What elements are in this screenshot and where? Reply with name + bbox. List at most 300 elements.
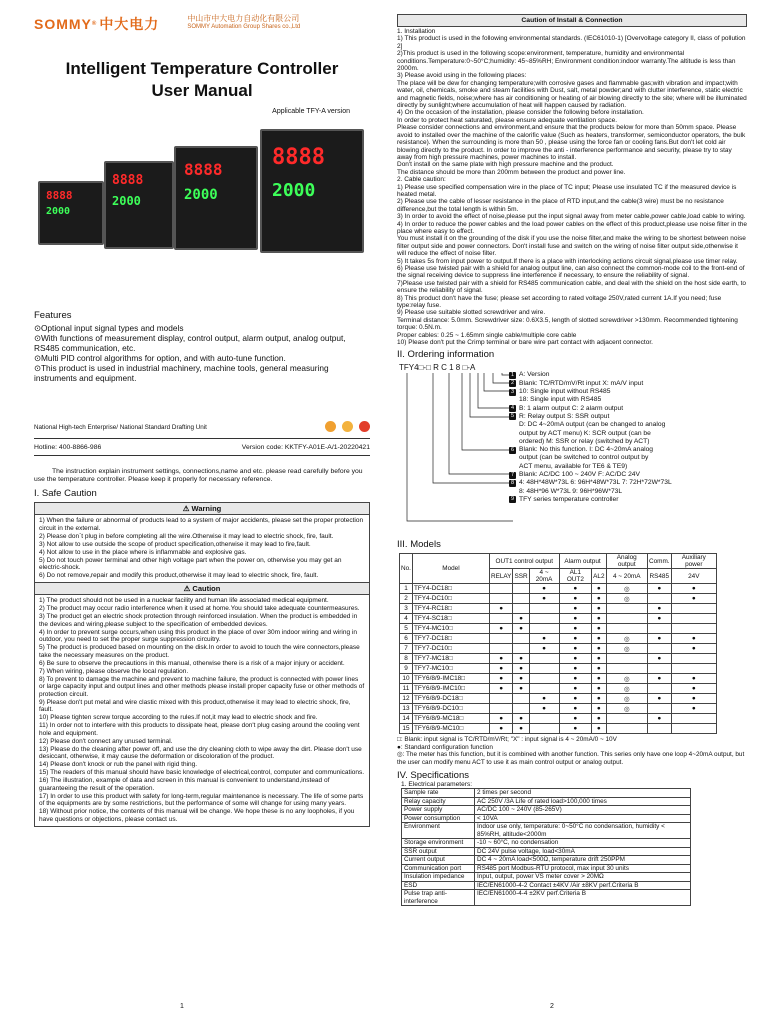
feature-cell: ● — [592, 684, 606, 694]
spec-key: Relay capacity — [402, 797, 475, 806]
intro-paragraph: The instruction explain instrument settings, connections,name and etc. please read carefully before you use the temperature controller. Please keep it properly for necessary reference. — [34, 468, 363, 483]
option-number: 8 — [510, 479, 515, 486]
table-row — [402, 890, 691, 906]
option-number: 7 — [510, 471, 515, 478]
feature-cell: ● — [529, 584, 559, 594]
feature-cell: ● — [592, 724, 606, 734]
feature-cell: ◎ — [606, 634, 647, 644]
sv-display: 2000 — [46, 206, 71, 217]
table-row — [402, 856, 691, 865]
option-number: 6 — [510, 446, 515, 453]
caution-item: 13) Please do the cleaning after power off, and use the dry cleaning cloth to wipe away the dirt. Please don't use desiccant, otherwise, it may cause the deformation or discoloration of the product. — [39, 745, 362, 760]
feature-cell — [529, 604, 559, 614]
feature-cell: ● — [559, 594, 592, 604]
feature-item: ⊙Multi PID control algorithms for option, and with auto-tune function. — [34, 353, 286, 363]
install-paragraph: 7)Please use twisted pair with a shield for RS485 communication cable, and deal with the shield on the host side earth, to ensure the reliability of signal. — [397, 279, 747, 295]
warning-list — [35, 515, 369, 582]
feature-cell: ● — [559, 694, 592, 704]
feature-cell — [671, 664, 716, 674]
option-text: D: DC 4~20mA output (can be changed to analog — [519, 421, 666, 429]
model-name: TFY6/8/9-DC10□ — [412, 704, 489, 714]
feature-cell: ● — [559, 684, 592, 694]
title-line-1: Intelligent Temperature Controller — [65, 59, 339, 78]
feature-cell: ◎ — [606, 584, 647, 594]
spec-key: Insulation impedance — [402, 873, 475, 882]
spec-key: Power consumption — [402, 814, 475, 823]
feature-cell: ● — [529, 694, 559, 704]
feature-cell — [671, 654, 716, 664]
model-name: TFY6/8/9-IMC10□ — [412, 684, 489, 694]
feature-cell — [606, 624, 647, 634]
install-paragraph: The place will be dew for changing temperature;with corrosive gases and flammable gas;with vibration and impact;with water, oil, chemicals, smoke and steam facilities with Dust, salt, metal powder;and with clutter interference, static electric and magnetic fields, noise;where has air conditioning or heating of air blowing directly to the site; where will be illuminated directly by sunlight;where accumulation of heat will happen caused by radiation. — [397, 79, 747, 110]
feature-cell — [529, 724, 559, 734]
feature-cell: ● — [559, 624, 592, 634]
feature-cell: ● — [647, 634, 671, 644]
install-paragraph: 4) In order to reduce the power cables and the load power cables on the effect of this product,please use noise filter in the place where easy to effect. — [397, 220, 748, 235]
model-note: ◎: The meter has this function, but it is combined with another function. This series only have one loop 4~20mA output, but the user can modify menu ACT to use it as main control output or analog output. — [397, 751, 745, 766]
models-body — [400, 584, 717, 734]
enterprise-row — [34, 421, 370, 439]
sv-display: 2000 — [272, 180, 316, 201]
spec-value: -10 ~ 60°C, no condensation — [475, 839, 691, 848]
option-number: 2 — [510, 380, 515, 387]
spec-key: Sample rate — [402, 789, 475, 798]
row-number: 14 — [400, 714, 413, 724]
spec-key: Power supply — [402, 806, 475, 815]
feature-cell — [513, 594, 529, 604]
cert-marks — [319, 421, 370, 434]
caution-item: 16) The illustration, example of data and screen in this manual is convenient to understand,instead of guaranteeing the result of the operation. — [39, 777, 330, 792]
feature-cell: ● — [592, 594, 606, 604]
row-number: 12 — [400, 694, 413, 704]
spec-value: Input, output, power VS meter cover > 20MΩ — [475, 873, 691, 882]
feature-cell: ◎ — [606, 704, 647, 714]
spec-value: 2 times per second — [475, 789, 691, 798]
section-safe-caution: I. Safe Caution — [34, 488, 97, 499]
col-comm: Comm. — [647, 554, 671, 569]
controller-device-48 — [38, 181, 104, 245]
spec-value: IEC/EN61000-4-2 Contact ±4KV /Air ±8KV perf.Criteria B — [475, 881, 691, 890]
install-paragraph: 8) This product don't have the fuse; please set according to rated voltage 250V,rated current 1A.If you need; fuse type:relay fuse. — [397, 294, 722, 310]
feature-cell — [489, 634, 512, 644]
spec-subheading: 1. Electrical parameters: — [401, 781, 473, 789]
pv-display: 8888 — [184, 160, 223, 179]
col-out1: OUT1 control output — [489, 554, 559, 569]
caution-item: 14) Please don't knock or rub the panel with rigid thing. — [39, 761, 198, 768]
feature-cell — [606, 604, 647, 614]
table-row — [402, 806, 691, 815]
feature-cell: ● — [671, 644, 716, 654]
caution-item: 11) In order not to interfere with this products to dissipate heat, please don't plug casing around the cooling vent hole and equipment. — [39, 722, 360, 737]
feature-cell: ● — [559, 714, 592, 724]
ordering-option — [509, 438, 672, 446]
table-row — [400, 614, 717, 624]
feature-cell: ● — [513, 624, 529, 634]
table-row — [400, 584, 717, 594]
ordering-leader-lines — [397, 371, 517, 531]
spec-key: SSR output — [402, 847, 475, 856]
subheader-cell: 24V — [671, 569, 716, 584]
row-number: 3 — [400, 604, 413, 614]
model-name: TFY6/8/9-MC18□ — [412, 714, 489, 724]
model-name: TFY7-MC18□ — [412, 654, 489, 664]
ordering-option — [509, 413, 672, 421]
subheader-cell: AL2 — [592, 569, 606, 584]
caution-item: 1) The product should not be used in a nuclear facility and human life associated medical equipment. — [39, 597, 329, 604]
subheader-cell: RS485 — [647, 569, 671, 584]
controller-device-large — [260, 129, 364, 253]
models-table — [399, 553, 717, 734]
install-heading: Caution of Install & Connection — [397, 14, 747, 27]
feature-cell — [647, 594, 671, 604]
feature-cell — [647, 704, 671, 714]
subheader-cell: RELAY — [489, 569, 512, 584]
model-name: TFY6/8/9-MC10□ — [412, 724, 489, 734]
feature-cell — [513, 704, 529, 714]
spec-key: Environment — [402, 823, 475, 839]
feature-cell: ● — [513, 684, 529, 694]
feature-cell: ● — [647, 604, 671, 614]
feature-cell: ● — [513, 714, 529, 724]
option-text: ordered) M: SSR or relay (switched by ACT) — [519, 437, 650, 445]
feature-cell — [513, 604, 529, 614]
caution-item: 17) In order to use this product with safety for long-term,regular maintenance is necessary. The life of some parts of the equipments are by some restrictions, but the performance of some will change for using many years. — [39, 792, 364, 807]
feature-cell — [606, 614, 647, 624]
feature-cell — [606, 664, 647, 674]
row-number: 8 — [400, 654, 413, 664]
subheader-cell: AL1 OUT2 — [559, 569, 592, 584]
row-number: 15 — [400, 724, 413, 734]
feature-cell — [606, 714, 647, 724]
feature-cell: ● — [489, 724, 512, 734]
install-paragraph: 3) In order to avoid the effect of noise,please put the input signal away from meter cable,power cable,load cable to wiring. — [397, 213, 746, 221]
install-paragraph: Terminal distance: 5.0mm. Screwdriver size: 0.6X3.5, length of slotted screwdriver >130mm. Recommended tightening torque: 0.5N.m. — [397, 316, 738, 332]
feature-cell: ● — [647, 714, 671, 724]
option-text: A: Version — [519, 371, 550, 379]
warning-heading: ⚠ Warning — [35, 503, 369, 515]
feature-cell: ● — [489, 714, 512, 724]
flame-logo-icon — [359, 421, 370, 432]
feature-cell — [513, 694, 529, 704]
feature-cell: ◎ — [606, 694, 647, 704]
warning-item: 6) Do not remove,repair and modify this product,otherwise it may lead to electric shock, fire, fault. — [39, 572, 319, 579]
feature-cell: ● — [513, 654, 529, 664]
sv-display: 2000 — [184, 187, 218, 203]
feature-cell: ● — [559, 644, 592, 654]
feature-cell: ● — [671, 674, 716, 684]
caution-item: 7) When wiring, please observe the local regulation. — [39, 667, 189, 675]
company-en: SOMMY Automation Group Shares co.,Ltd — [187, 24, 301, 30]
spec-value: AC/DC 100 ~ 240V (85-265V) — [475, 806, 691, 815]
feature-cell: ● — [559, 614, 592, 624]
feature-cell: ● — [647, 694, 671, 704]
ordering-option — [509, 371, 672, 379]
page-number: 1 — [180, 1003, 184, 1010]
ordering-option — [509, 388, 672, 396]
caution-list — [35, 595, 369, 826]
page-1 — [34, 14, 370, 827]
model-name: TFY4-RC18□ — [412, 604, 489, 614]
warning-item: 4) Not allow to use in the place where is inflammable and explosive gas. — [39, 548, 247, 556]
feature-cell — [529, 684, 559, 694]
brand-logo — [34, 14, 159, 34]
feature-cell: ● — [592, 634, 606, 644]
install-paragraph: 4) On the occasion of the installation, please consider the following before installation. — [397, 109, 644, 117]
header — [34, 14, 370, 42]
table-row — [402, 814, 691, 823]
option-text: ACT menu, available for TE6 & TE9) — [519, 462, 628, 470]
feature-cell — [671, 614, 716, 624]
model-note: ●: Standard configuration function — [397, 743, 493, 751]
table-row — [400, 654, 717, 664]
ordering-option — [509, 471, 672, 479]
caution-item: 18) Without prior notice, the contents of this manual will be change. We hope these is no any loopholes, if you have questions or objections, please contact us. — [39, 808, 355, 823]
feature-cell: ● — [559, 604, 592, 614]
feature-cell: ● — [592, 614, 606, 624]
install-text — [397, 28, 747, 346]
option-number: 1 — [510, 371, 515, 378]
model-name: TFY6/8/9-DC18□ — [412, 694, 489, 704]
caution-item: 4) In order to prevent surge occurs,when using this product in the place of over 30m indoor wiring and wiring in outdoor, you need to set the proper surge suppression circuitry. — [39, 628, 357, 643]
model-name: TFY7-DC18□ — [412, 634, 489, 644]
caution-item: 6) Be sure to observe the precautions in this manual, otherwise there is a risk of a major injury or accident. — [39, 659, 345, 667]
hotline: Hotline: 400-8866-986 — [34, 444, 102, 451]
row-number: 5 — [400, 624, 413, 634]
spec-value: DC 4 ~ 20mA load<500Ω, temperature drift 250PPM — [475, 856, 691, 865]
warning-box — [34, 502, 370, 583]
feature-cell — [647, 724, 671, 734]
subheader-cell: SSR — [513, 569, 529, 584]
feature-cell: ● — [647, 584, 671, 594]
row-number: 9 — [400, 664, 413, 674]
table-row — [400, 704, 717, 714]
feature-cell: ● — [513, 724, 529, 734]
option-text: B: 1 alarm output C: 2 alarm output — [519, 404, 624, 412]
subheader-cell: 4 ~ 20mA — [606, 569, 647, 584]
feature-item: ⊙Optional input signal types and models — [34, 323, 184, 333]
feature-cell: ● — [489, 674, 512, 684]
ordering-option — [509, 405, 672, 413]
feature-cell: ● — [592, 654, 606, 664]
install-paragraph: You must install it on the grounding of the disk if you use the noise filter,and make the wiring to be shortest between noise filter output side and power connectors. Don't install fuse and switch on the wiring of noise filter output side,otherwise it will reduce the effect of noise filter. — [397, 235, 746, 258]
feature-cell — [489, 644, 512, 654]
ordering-diagram — [397, 363, 747, 535]
install-paragraph: 9) Please use suitable slotted screwdriver and wire. — [397, 309, 546, 317]
feature-cell: ● — [647, 674, 671, 684]
feature-cell — [671, 624, 716, 634]
feature-cell: ◎ — [606, 594, 647, 604]
feature-cell — [647, 664, 671, 674]
install-paragraph: 2. Cable caution: — [397, 176, 446, 184]
hotline-row — [34, 444, 370, 456]
company-info — [187, 14, 300, 32]
models-heading: III. Models — [397, 539, 441, 551]
title-line-2: User Manual — [151, 81, 253, 100]
install-paragraph: 1. Installation — [397, 28, 436, 35]
ordering-option — [509, 463, 672, 471]
table-row — [400, 694, 717, 704]
pv-display: 8888 — [112, 173, 144, 188]
ordering-options — [509, 371, 672, 504]
brand-name: SOMMY — [34, 16, 92, 32]
table-row — [402, 797, 691, 806]
col-alarm: Alarm output — [559, 554, 606, 569]
feature-cell — [529, 674, 559, 684]
features-heading: Features — [34, 310, 72, 321]
cert-mark-icon — [342, 421, 353, 432]
warning-item: 3) Not allow to use outside the scope of product specification,otherwise it may lead to fire,fault. — [39, 540, 311, 548]
install-paragraph: The distance should be more than 200mm between the product and power line. — [397, 168, 626, 176]
spec-value: AC 250V /3A Life of rated load>100,000 times — [475, 797, 691, 806]
feature-cell: ● — [529, 704, 559, 714]
spec-value: RS485 port Modbus-RTU protocol, max input 30 units — [475, 864, 691, 873]
table-row — [400, 624, 717, 634]
feature-cell: ● — [559, 634, 592, 644]
table-row — [400, 724, 717, 734]
feature-cell — [489, 694, 512, 704]
option-text: TFY series temperature controller — [519, 495, 619, 503]
page-2 — [397, 14, 747, 906]
spec-heading: IV. Specifications — [397, 770, 469, 782]
model-name: TFY4-DC10□ — [412, 594, 489, 604]
feature-cell: ● — [671, 584, 716, 594]
ordering-option — [509, 430, 672, 438]
model-name: TFY6/8/9-IMC18□ — [412, 674, 489, 684]
applicable-version: Applicable TFY-A version — [272, 108, 350, 115]
spec-table — [401, 788, 691, 906]
option-text: R: Relay output S: SSR output — [519, 412, 610, 420]
table-row — [402, 847, 691, 856]
spec-key: ESD — [402, 881, 475, 890]
product-photos — [34, 121, 370, 271]
company-cn: 中山市中大电力自动化有限公司 — [187, 14, 300, 23]
caution-item: 12) Please don't connect any unused terminal. — [39, 737, 173, 745]
feature-cell: ● — [671, 704, 716, 714]
feature-cell — [513, 634, 529, 644]
feature-cell — [647, 624, 671, 634]
caution-heading: ⚠ Caution — [35, 583, 369, 595]
table-row — [400, 594, 717, 604]
warning-item: 1) When the failure or abnormal of products lead to a system of major accidents, please set the proper protection circuit in the external. — [39, 517, 364, 532]
caution-item: 15) The readers of this manual should have basic knowledge of electrical,control, computer and communications. — [39, 769, 365, 776]
option-text: 8: 48H*96 W*73L 9: 96H*96W*73L — [519, 487, 623, 495]
pv-display: 8888 — [46, 189, 73, 202]
feature-cell: ● — [489, 654, 512, 664]
feature-cell: ● — [647, 614, 671, 624]
install-paragraph: 10) Please don't put the Crimp terminal or bare wire part contact with adjacent connector. — [397, 339, 653, 347]
option-text: 10: Single input without RS485 — [519, 388, 611, 396]
feature-cell — [606, 724, 647, 734]
table-row — [402, 823, 691, 839]
spec-key: Current output — [402, 856, 475, 865]
feature-item: ⊙This product is used in industrial machinery, machine tools, general measuring instruments and equipment. — [34, 363, 329, 383]
col-analog: Analog output — [606, 554, 647, 569]
feature-cell: ● — [592, 644, 606, 654]
sv-display: 2000 — [112, 194, 141, 208]
spec-body — [402, 789, 691, 906]
feature-cell: ● — [671, 594, 716, 604]
feature-cell: ● — [592, 584, 606, 594]
warning-item: 5) Do not touch power terminal and other high voltage part when the power on, otherwise you may get an electric-shock. — [39, 556, 342, 571]
table-row — [402, 881, 691, 890]
col-aux: Auxiliary power — [671, 554, 716, 569]
option-number: 4 — [510, 405, 515, 412]
feature-cell: ● — [559, 654, 592, 664]
spec-key: Pulse trap anti-interference — [402, 890, 475, 906]
spec-value: < 10VA — [475, 814, 691, 823]
feature-cell — [606, 654, 647, 664]
row-number: 13 — [400, 704, 413, 714]
caution-item: 2) The product may occur radio interference when it used at home.You should take adequate countermeasures. — [39, 605, 360, 612]
feature-cell — [489, 584, 512, 594]
caution-item: 9) Please don't put metal and wire clastic mixed with this product,otherwise it may lead to electric shock, fire, fault. — [39, 698, 351, 713]
feature-cell: ● — [559, 704, 592, 714]
row-number: 6 — [400, 634, 413, 644]
option-number: 5 — [510, 413, 515, 420]
table-row — [402, 839, 691, 848]
feature-item: ⊙With functions of measurement display, control output, alarm output, analog output, RS485 communication, etc. — [34, 333, 346, 353]
install-paragraph: Please consider connections and environment,and ensure that the products below for more than 50mm space. Please avoid to installed over the machine of the calorific value (Such as heaters, transformer, semiconductor operators, the bulk resistance). When the surrounding is more than 50 , please using the force fan or cooling fans.But don't let cold air blowing directly to the product. In order to improve the anti - interference performance and security, please try to stay away from high pressure machines, power machines to install. — [397, 124, 746, 161]
brand-cn: 中大电力 — [99, 16, 160, 32]
model-name: TFY4-DC18□ — [412, 584, 489, 594]
caution-item: 3) The product get an electric shock protection through reinforced insulation. When the product is embedded in the devices and wiring,please subject to the specification of embedded devices. — [39, 613, 358, 628]
feature-cell: ◎ — [606, 644, 647, 654]
feature-cell: ● — [671, 634, 716, 644]
feature-cell: ● — [559, 584, 592, 594]
feature-cell: ● — [529, 634, 559, 644]
row-number: 7 — [400, 644, 413, 654]
feature-cell — [647, 684, 671, 694]
feature-cell — [529, 614, 559, 624]
feature-cell: ● — [647, 654, 671, 664]
feature-cell: ● — [592, 674, 606, 684]
table-row — [400, 604, 717, 614]
model-name: TFY7-DC10□ — [412, 644, 489, 654]
table-row — [400, 664, 717, 674]
feature-cell — [513, 584, 529, 594]
features-section — [34, 311, 370, 383]
install-paragraph: 6) Please use twisted pair with a shield for analog output line, can also connect the common-mode coil to the front-end of the signal receiving device to suppress line interference if necessary, to ensure the reliability of signal. — [397, 265, 745, 280]
feature-cell — [489, 594, 512, 604]
model-name: TFY7-MC10□ — [412, 664, 489, 674]
table-row — [400, 674, 717, 684]
option-number: 9 — [510, 496, 515, 503]
controller-device-72 — [104, 161, 174, 249]
option-text: 18: Single input with RS485 — [519, 396, 602, 404]
install-paragraph: 3) Please avoid using in the following places: — [397, 72, 527, 80]
spec-key: Communication port — [402, 864, 475, 873]
feature-cell — [529, 714, 559, 724]
install-paragraph: 2) Please use the cable of lesser resistance in the place of RTD input,and the cable(3 wire) must be no resistance difference,but the total length is within 5m. — [397, 198, 724, 213]
caution-item: 5) The product is produced based on mounting on the disk.In order to avoid to touch the wire connectors,please take the necessary measures on the product. — [39, 644, 360, 659]
row-number: 1 — [400, 584, 413, 594]
spec-value: DC 24V pulse voltage, load<30mA — [475, 847, 691, 856]
table-row — [402, 873, 691, 882]
option-text: output (can be switched to control output by — [519, 454, 649, 462]
page-number: 2 — [550, 1003, 554, 1010]
feature-cell: ● — [489, 604, 512, 614]
install-paragraph: 1) This product is used in the following environmental standards. (IEC61010-1) [Overvoltage category II, class of pollution 2] — [397, 35, 746, 50]
feature-cell: ● — [489, 684, 512, 694]
ordering-option — [509, 446, 672, 454]
row-number: 11 — [400, 684, 413, 694]
feature-cell: ● — [529, 594, 559, 604]
feature-cell — [513, 644, 529, 654]
ordering-heading: II. Ordering information — [397, 349, 495, 361]
model-note: □: Blank: input signal is TC/RTD/mV/Rt; "X" : input signal is 4 ~ 20mA/0 ~ 10V — [397, 736, 617, 744]
spec-key: Storage environment — [402, 839, 475, 848]
row-number: 10 — [400, 674, 413, 684]
